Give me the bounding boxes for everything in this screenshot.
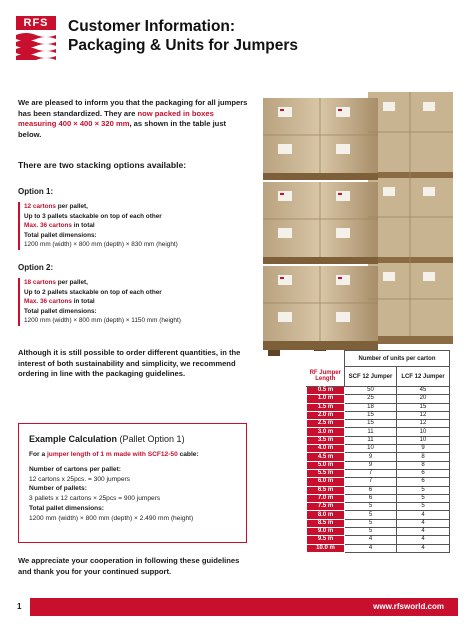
row-length: 3.0 m [307,428,345,436]
table-row [307,519,450,527]
row-lcf: 4 [397,528,450,536]
row-lcf: 10 [397,428,450,436]
row-length: 9.5 m [307,536,345,544]
row-lcf: 12 [397,420,450,428]
row-length: 5.5 m [307,469,345,477]
row-lcf: 6 [397,478,450,486]
row-scf: 25 [345,395,397,403]
table-row [307,420,450,428]
row-scf: 15 [345,411,397,419]
table-col-length: RF Jumper Length [307,367,345,387]
option2-bar [18,278,20,326]
row-length: 9.0 m [307,528,345,536]
row-lcf: 10 [397,436,450,444]
example-l6: 1200 mm (width) × 800 mm (depth) × 2.490 mm (height) [29,514,194,522]
row-length: 1.0 m [307,395,345,403]
row-length: 4.5 m [307,453,345,461]
option2-dimensions: 1200 mm (width) × 800 mm (depth) × 1150 mm (height) [24,317,181,325]
row-length: 8.0 m [307,511,345,519]
row-scf: 5 [345,511,397,519]
option2-cartons: 18 cartons [24,279,56,286]
logo-text: RFS [16,16,56,30]
example-for-line: For a jumper length of 1 m made with SCF12-50 cable: [29,451,199,458]
row-scf: 6 [345,494,397,502]
example-body [29,450,199,524]
row-scf: 6 [345,486,397,494]
option1-max: Max. 36 cartons [24,222,72,230]
title-line-1: Customer Information: [68,18,236,35]
example-l5: Total pallet dimensions: [29,504,104,512]
option1-dimensions: 1200 mm (width) × 800 mm (depth) × 830 mm (height) [24,241,178,249]
table-row [307,528,450,536]
row-lcf: 8 [397,461,450,469]
row-length: 4.0 m [307,445,345,453]
option1-details [24,202,178,250]
table-col-lcf: LCF 12 Jumper [397,367,450,387]
option1-cartons: 12 cartons [24,203,56,210]
row-scf: 10 [345,445,397,453]
table-row [307,428,450,436]
option2-details [24,278,181,326]
row-scf: 15 [345,420,397,428]
option2-title: Option 2: [18,263,54,272]
row-length: 10.0 m [307,544,345,552]
title-line-2: Packaging & Units for Jumpers [68,37,298,54]
example-l2: 12 cartons x 25pcs. = 300 jumpers [29,475,130,483]
row-lcf: 4 [397,511,450,519]
pallet-photo [258,92,458,357]
table-row [307,469,450,477]
row-length: 6.0 m [307,478,345,486]
example-title [29,434,185,444]
example-jumper-spec: jumper length of 1 m made with SCF12-50 [46,451,178,458]
footer-bar [30,598,458,616]
row-scf: 5 [345,519,397,527]
option1-line2: Up to 3 pallets stackable on top of each other [24,212,162,220]
option1-bar [18,202,20,250]
row-lcf: 4 [397,544,450,552]
row-scf: 18 [345,403,397,411]
option2-line3-rest: in total [71,298,95,306]
intro-highlight: now packed in boxes measuring 400 × 400 × 320 mm [18,108,214,128]
table-col-scf: SCF 12 Jumper [345,367,397,387]
option1-title: Option 1: [18,187,54,196]
row-scf: 5 [345,503,397,511]
option2-line1-rest: per pallet, [55,279,88,286]
table-row [307,387,450,395]
example-l4: 3 pallets x 12 cartons × 25pcs = 900 jumpers [29,495,161,503]
table-row [307,503,450,511]
intro-paragraph [18,98,248,140]
table-row [307,411,450,419]
table-row [307,395,450,403]
example-title-suffix: (Pallet Option 1) [117,434,185,444]
row-length: 6.5 m [307,486,345,494]
row-lcf: 15 [397,403,450,411]
row-scf: 4 [345,544,397,552]
row-lcf: 5 [397,503,450,511]
row-lcf: 9 [397,445,450,453]
table-row [307,511,450,519]
row-scf: 7 [345,478,397,486]
row-scf: 9 [345,461,397,469]
row-lcf: 45 [397,387,450,395]
row-lcf: 6 [397,469,450,477]
page-number: 1 [17,602,22,611]
option1-line1-rest: per pallet, [55,203,88,210]
table-group-header: Number of units per carton [345,351,450,367]
row-lcf: 12 [397,411,450,419]
example-title-text: Example Calculation [29,434,118,444]
row-lcf: 4 [397,536,450,544]
table-row [307,494,450,502]
table-row [307,453,450,461]
example-calculation-box [18,423,247,543]
row-length: 0.5 m [307,387,345,395]
row-length: 8.5 m [307,519,345,527]
row-length: 7.0 m [307,494,345,502]
row-lcf: 20 [397,395,450,403]
row-lcf: 4 [397,519,450,527]
row-length: 2.5 m [307,420,345,428]
table-row [307,436,450,444]
row-lcf: 5 [397,486,450,494]
table-row [307,536,450,544]
option2-line4: Total pallet dimensions: [24,307,97,315]
logo-waves-icon [16,31,56,60]
row-scf: 11 [345,428,397,436]
table-row [307,445,450,453]
row-scf: 7 [345,469,397,477]
option2-line2: Up to 2 pallets stackable on top of each other [24,288,162,296]
intro-text-2: , as shown in the table just below. [18,119,227,139]
units-table [306,350,450,553]
row-scf: 9 [345,453,397,461]
table-row [307,486,450,494]
table-body [307,387,450,553]
intro-text-1: We are pleased to inform you that the packaging for all jumpers has been standardized. They are [18,98,248,118]
website-link[interactable]: www.rfsworld.com [373,602,444,611]
row-length: 7.5 m [307,503,345,511]
table-row [307,478,450,486]
table-row [307,461,450,469]
example-l1: Number of cartons per pallet: [29,465,121,473]
row-length: 1.5 m [307,403,345,411]
row-scf: 50 [345,387,397,395]
rfs-logo [16,16,56,60]
row-scf: 11 [345,436,397,444]
example-l3: Number of pallets: [29,485,87,493]
row-scf: 5 [345,528,397,536]
row-length: 2.0 m [307,411,345,419]
row-length: 5.0 m [307,461,345,469]
row-lcf: 5 [397,494,450,502]
page-title [68,17,298,55]
option1-line3-rest: in total [71,222,95,230]
row-length: 3.5 m [307,436,345,444]
stacking-heading: There are two stacking options available: [18,160,187,170]
row-lcf: 8 [397,453,450,461]
table-row [307,403,450,411]
row-scf: 4 [345,536,397,544]
closing-paragraph: We appreciate your cooperation in following these guidelines and thank you for your continued support. [18,556,240,576]
option1-line4: Total pallet dimensions: [24,231,97,239]
table-row [307,544,450,552]
quantities-paragraph: Although it is still possible to order different quantities, in the interest of both sustainability and simplicity, we recommend ordering in line with the packaging guidelines. [18,348,241,378]
option2-max: Max. 36 cartons [24,298,72,306]
